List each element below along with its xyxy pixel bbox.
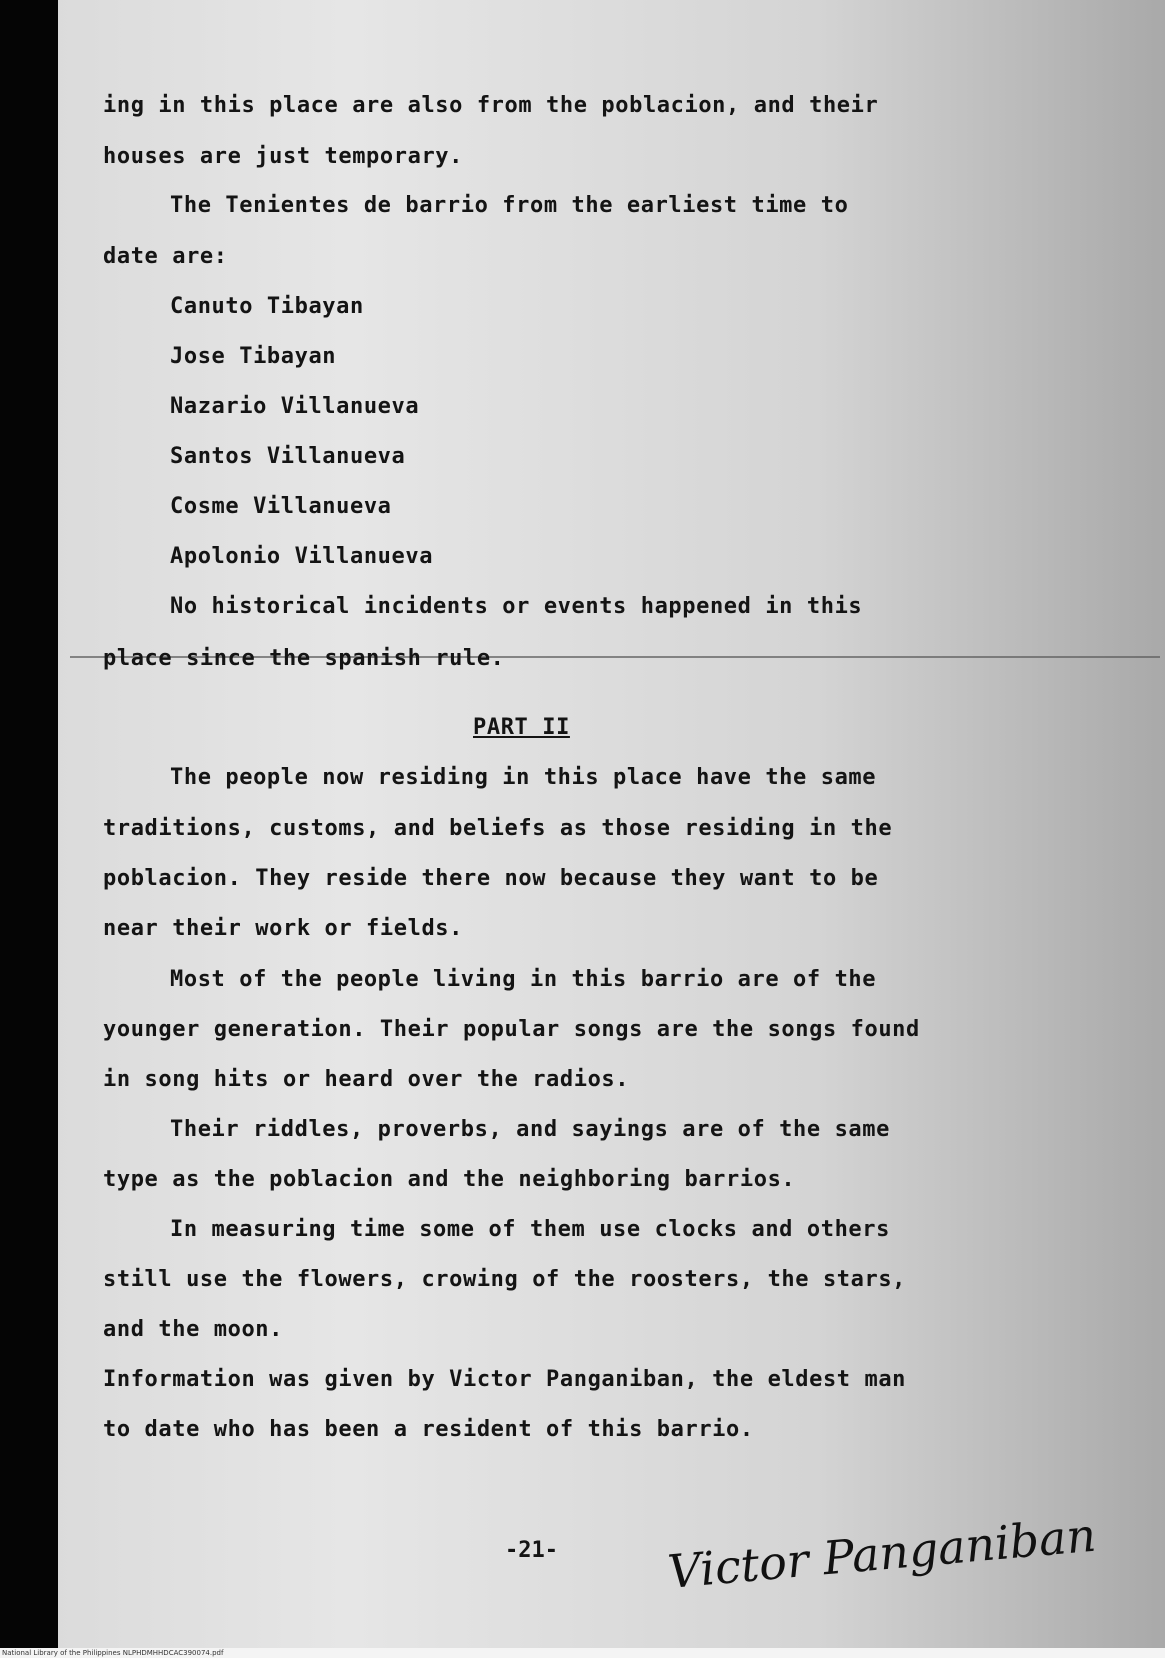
part-heading: PART II [473,715,570,740]
teniente-name: Santos Villanueva [170,444,406,469]
page-number: -21- [505,1538,558,1563]
text-line: ing in this place are also from the poblacion, and their [103,93,879,118]
text-line: younger generation. Their popular songs are the songs found [103,1017,920,1042]
text-line: Their riddles, proverbs, and sayings are of the same [170,1117,890,1142]
teniente-name: Nazario Villanueva [170,394,420,419]
text-line: to date who has been a resident of this barrio. [103,1417,754,1442]
teniente-name: Apolonio Villanueva [170,544,434,569]
teniente-name: Cosme Villanueva [170,494,392,519]
teniente-name: Jose Tibayan [170,344,337,369]
text-line: place since the spanish rule. [103,646,505,671]
text-line: and the moon. [103,1317,283,1342]
scan-border [0,0,58,1648]
text-line: Information was given by Victor Panganiban, the eldest man [103,1367,907,1392]
teniente-name: Canuto Tibayan [170,294,364,319]
text-line: Most of the people living in this barrio are of the [170,967,877,992]
handwritten-signature: Victor Panganiban [665,1507,1099,1599]
text-line: date are: [103,244,228,269]
text-line: in song hits or heard over the radios. [103,1067,630,1092]
text-line: The Tenientes de barrio from the earliest time to [170,193,849,218]
footer-caption: National Library of the Philippines NLPHDMHHDCAC390074.pdf [2,1649,224,1657]
text-line: near their work or fields. [103,916,463,941]
text-line: In measuring time some of them use clocks and others [170,1217,890,1242]
text-line: type as the poblacion and the neighboring barrios. [103,1167,796,1192]
text-line: No historical incidents or events happened in this [170,594,863,619]
text-line: traditions, customs, and beliefs as those residing in the [103,816,893,841]
text-line: still use the flowers, crowing of the roosters, the stars, [103,1267,907,1292]
text-line: poblacion. They reside there now because they want to be [103,866,879,891]
text-line: The people now residing in this place have the same [170,765,877,790]
text-line: houses are just temporary. [103,144,463,169]
